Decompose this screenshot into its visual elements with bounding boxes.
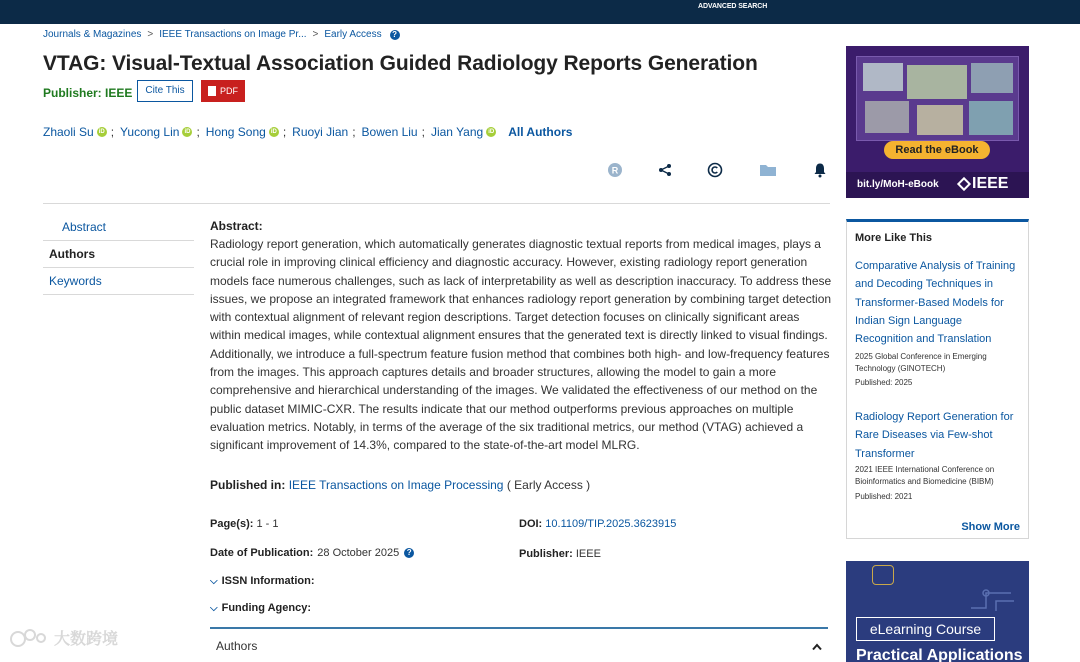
chevron-up-icon[interactable] xyxy=(812,638,822,656)
bell-icon[interactable] xyxy=(810,160,830,180)
publication-status: ( Early Access ) xyxy=(506,478,591,492)
article-side-nav xyxy=(43,214,194,295)
cite-this-button[interactable]: Cite This xyxy=(137,80,193,102)
breadcrumb-early-access[interactable]: Early Access xyxy=(324,29,382,40)
ad-photo xyxy=(917,105,963,135)
publisher-label: Publisher: xyxy=(43,86,102,100)
svg-text:R: R xyxy=(611,165,619,176)
rights-icon[interactable] xyxy=(605,160,625,180)
related-article-conference: 2025 Global Conference in Emerging Technology (GINOTECH) xyxy=(855,352,987,373)
elearning-ad[interactable] xyxy=(846,561,1029,662)
publisher-meta-label: Publisher: xyxy=(519,548,573,560)
ad-photo xyxy=(907,65,967,99)
ad-footer xyxy=(846,172,1029,198)
watermark-logo-icon xyxy=(8,627,48,649)
read-ebook-button[interactable]: Read the eBook xyxy=(884,141,990,159)
breadcrumb xyxy=(43,29,400,40)
author-link[interactable]: Hong Song xyxy=(205,125,266,139)
pages-label: Page(s): xyxy=(210,518,254,530)
author-separator: ; xyxy=(282,125,287,139)
watermark-text: 大数跨境 xyxy=(54,631,119,648)
related-article-published: Published: 2021 xyxy=(855,492,913,501)
emblem-icon xyxy=(872,565,894,585)
breadcrumb-journals[interactable]: Journals & Magazines xyxy=(43,29,142,40)
copyright-icon[interactable] xyxy=(705,160,725,180)
watermark xyxy=(8,626,118,649)
funding-label: Funding Agency: xyxy=(221,602,312,614)
ad-photo xyxy=(863,63,903,91)
advanced-search-link[interactable]: ADVANCED SEARCH xyxy=(698,3,768,10)
accordion-label: Authors xyxy=(216,639,258,653)
abstract-heading: Abstract: xyxy=(210,219,263,233)
author-separator: ; xyxy=(421,125,425,139)
elearning-label: eLearning Course xyxy=(856,617,995,641)
doi-label: DOI: xyxy=(519,518,543,530)
help-icon[interactable]: ? xyxy=(390,30,400,40)
issn-toggle[interactable] xyxy=(210,575,314,587)
published-in xyxy=(210,478,590,492)
doi-info xyxy=(519,518,676,530)
orcid-icon[interactable]: iD xyxy=(488,129,495,135)
breadcrumb-separator: > xyxy=(147,29,154,40)
orcid-icon[interactable]: iD xyxy=(270,129,277,135)
breadcrumb-separator: > xyxy=(312,29,319,40)
ad-photo xyxy=(971,63,1013,93)
orcid-icon[interactable]: iD xyxy=(184,129,191,135)
chevron-down-icon: ⌵ xyxy=(210,575,218,587)
date-label: Date of Publication: xyxy=(210,547,314,559)
orcid-icon[interactable]: iD xyxy=(98,129,105,135)
ebook-ad[interactable] xyxy=(846,46,1029,198)
divider xyxy=(43,203,830,204)
share-icon[interactable] xyxy=(655,160,675,180)
publisher-value: IEEE xyxy=(105,86,133,100)
sidenav-item-keywords[interactable]: Keywords xyxy=(43,268,194,295)
author-list xyxy=(43,125,572,139)
show-more-link[interactable]: Show More xyxy=(961,521,1020,533)
author-link[interactable]: Jian Yang xyxy=(430,125,484,139)
related-article-link[interactable]: Comparative Analysis of Training and Decoding Techniques in Transformer-Based Models for Indian Sign Language Recognition and Translation xyxy=(855,260,1016,346)
ad-photo xyxy=(865,101,909,133)
related-article-conference: 2021 IEEE International Conference on Bioinformatics and Biomedicine (BIBM) xyxy=(855,465,995,486)
author-link[interactable]: Ruoyi Jian xyxy=(292,125,349,139)
all-authors-link[interactable]: All Authors xyxy=(508,125,573,139)
author-separator: ; xyxy=(110,125,115,139)
circuit-icon xyxy=(966,583,1016,613)
publisher-line xyxy=(43,86,132,100)
pdf-icon xyxy=(208,86,216,96)
folder-icon[interactable] xyxy=(758,160,778,180)
journal-link[interactable]: IEEE Transactions on Image Processing xyxy=(288,478,504,492)
issn-label: ISSN Information: xyxy=(221,575,315,587)
funding-toggle[interactable] xyxy=(210,602,311,614)
ad-photo xyxy=(969,101,1013,135)
ad-illustration xyxy=(856,56,1019,141)
ad-link[interactable]: bit.ly/MoH-eBook xyxy=(857,179,939,190)
more-like-this xyxy=(846,219,1029,539)
chevron-down-icon: ⌵ xyxy=(210,602,218,614)
pages-value: 1 - 1 xyxy=(256,518,279,530)
author-link[interactable]: Yucong Lin xyxy=(120,125,180,139)
published-in-label: Published in: xyxy=(210,478,286,492)
publisher-info xyxy=(519,548,601,560)
date-value: 28 October 2025 xyxy=(317,547,400,559)
more-like-this-heading: More Like This xyxy=(855,232,933,244)
author-link[interactable]: Bowen Liu xyxy=(361,125,418,139)
authors-accordion[interactable] xyxy=(210,627,828,662)
breadcrumb-journal[interactable]: IEEE Transactions on Image Pr... xyxy=(159,29,307,40)
author-separator: ; xyxy=(196,125,200,139)
pages-info xyxy=(210,518,278,530)
related-article-link[interactable]: Radiology Report Generation for Rare Diseases via Few-shot Transformer xyxy=(855,411,1014,460)
pdf-label: PDF xyxy=(220,86,238,96)
sidenav-item-abstract[interactable]: Abstract xyxy=(43,214,194,241)
author-link[interactable]: Zhaoli Su xyxy=(43,125,94,139)
ieee-logo xyxy=(959,175,1008,193)
ieee-diamond-icon xyxy=(957,177,971,191)
author-separator: ; xyxy=(352,125,356,139)
help-icon[interactable]: ? xyxy=(404,548,414,558)
elearning-headline: Practical Applications xyxy=(856,647,1023,662)
sidenav-item-authors[interactable]: Authors xyxy=(43,241,194,268)
page-title: VTAG: Visual-Textual Association Guided Radiology Reports Generation xyxy=(43,52,758,75)
doi-link[interactable]: 10.1109/TIP.2025.3623915 xyxy=(545,518,677,530)
top-bar xyxy=(0,0,1080,24)
publication-date-info xyxy=(210,547,414,559)
pdf-button[interactable] xyxy=(201,80,245,102)
ieee-brand: IEEE xyxy=(972,175,1009,192)
publisher-meta-value: IEEE xyxy=(575,548,601,560)
abstract-text: Radiology report generation, which automatically generates diagnostic textual reports from medical images, plays a crucial role in improving clinical efficiency and diagnostic accuracy. However, existing radiology report generation models face numerous challenges, such as lack of interpretability as well as description inaccuracy. To address these issues, we propose an integrated framework that enhances radiology report generation by combining target detection with contextual alignment of relevant region descriptions. Target detection focuses on clinically significant areas within medical images, while contextual alignment ensures that the generated text is directly linked to visual findings. Additionally, we introduce a full-spectrum feature fusion method that combines both high- and low-frequency features from the images. This approach captures details and broader structures, allowing the model to gain a more comprehensive and hierarchical understanding of the images. We validated the effectiveness of our method on the public dataset MIMIC-CXR. The results indicate that our method outperforms previous approaches on multiple evaluation metrics. Notably, in terms of the average of the six traditional metrics, our method (VTAG) achieved a significant improvement of 14.3%, compared to the state-of-the-art model MLRG. xyxy=(210,237,832,453)
related-article-published: Published: 2025 xyxy=(855,378,913,387)
